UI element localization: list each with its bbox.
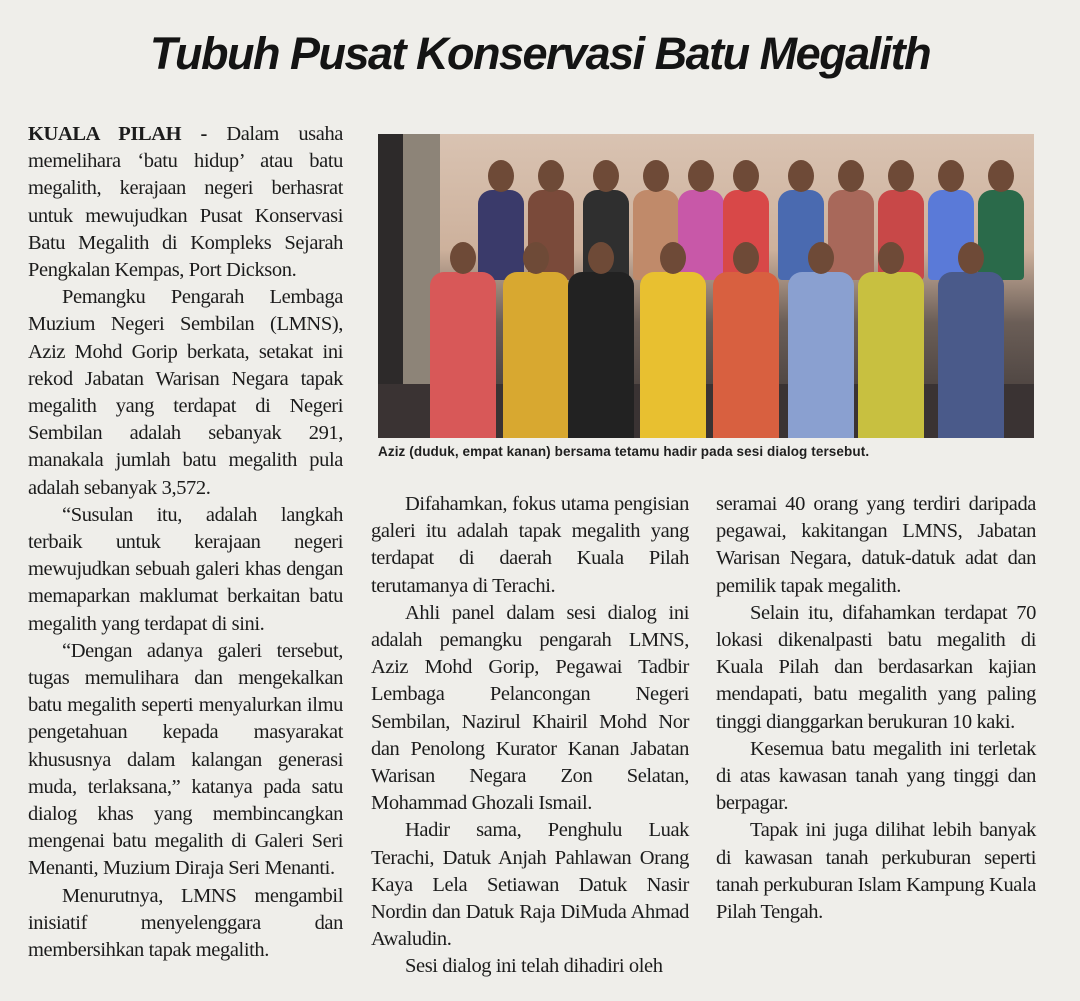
paragraph: “Dengan adanya galeri tersebut, tugas memulihara dan mengekalkan batu megalith seperti menyalurkan ilmu pengetahuan kepada masyarakat khususnya dalam kalangan generasi muda, terlaksana,” katanya pada satu dialog khas yang membincangkan mengenai batu megalith di Galeri Seri Menanti, Muzium Diraja Seri Menanti. — [28, 639, 343, 880]
person-body — [938, 272, 1004, 438]
person-head — [593, 160, 619, 192]
group-photo — [378, 134, 1034, 438]
article-column-2 — [371, 491, 689, 981]
person-body — [430, 272, 496, 438]
person-head — [588, 242, 614, 274]
person-body — [788, 272, 854, 438]
person-body — [478, 190, 524, 280]
paragraph: Pemangku Pengarah Lembaga Muzium Negeri Sembilan (LMNS), Aziz Mohd Gorip berkata, setakat ini rekod Jabatan Warisan Negara tapak megalith yang terdapat di Negeri Sembilan adalah sebanyak 291, manakala jumlah batu megalith pula adalah sebanyak 3,572. — [28, 286, 343, 499]
paragraph: Tapak ini juga dilihat lebih banyak di kawasan tanah perkuburan seperti tanah perkuburan Islam Kampung Kuala Pilah Tengah. — [716, 819, 1036, 924]
person-head — [788, 160, 814, 192]
paragraph: Ahli panel dalam sesi dialog ini adalah pemangku pengarah LMNS, Aziz Mohd Gorip, Pegawai Tadbir Lembaga Pelancongan Negeri Sembilan, Nazirul Khairil Mohd Nor dan Penolong Kurator Kanan Jabatan Warisan Negara Zon Selatan, Mohammad Ghozali Ismail. — [371, 601, 689, 815]
person-head — [688, 160, 714, 192]
person-head — [733, 242, 759, 274]
person-head — [988, 160, 1014, 192]
person-body — [503, 272, 569, 438]
paragraph: Selain itu, difahamkan terdapat 70 lokasi dikenalpasti batu megalith di Kuala Pilah dan berdasarkan kajian mendapati, batu megalith yang paling tinggi dianggarkan berukuran 10 kaki. — [716, 601, 1036, 733]
paragraph: Difahamkan, fokus utama pengisian galeri itu adalah tapak megalith yang terdapat di daerah Kuala Pilah terutamanya di Terachi. — [371, 493, 689, 597]
person-head — [888, 160, 914, 192]
person-head — [938, 160, 964, 192]
person-head — [523, 242, 549, 274]
article-column-1 — [28, 121, 343, 964]
paragraph: Kesemua batu megalith ini terletak di atas kawasan tanah yang tinggi dan berpagar. — [716, 737, 1036, 815]
person-head — [878, 242, 904, 274]
photo-caption: Aziz (duduk, empat kanan) bersama tetamu hadir pada sesi dialog tersebut. — [378, 444, 870, 459]
person-body — [713, 272, 779, 438]
person-head — [838, 160, 864, 192]
person-head — [660, 242, 686, 274]
person-body — [568, 272, 634, 438]
person-body — [978, 190, 1024, 280]
person-body — [640, 272, 706, 438]
person-head — [808, 242, 834, 274]
article-column-3 — [716, 491, 1036, 926]
person-head — [958, 242, 984, 274]
person-body — [678, 190, 724, 280]
person-body — [858, 272, 924, 438]
paragraph: seramai 40 orang yang terdiri daripada pegawai, kakitangan LMNS, Jabatan Warisan Negara, datuk-datuk adat dan pemilik tapak megalith. — [716, 493, 1036, 597]
person-head — [450, 242, 476, 274]
lead-text: Dalam usaha memelihara ‘batu hidup’ atau batu megalith, kerajaan negeri berhasrat untuk mewujudkan Pusat Konservasi Batu Megalith di Kompleks Sejarah Pengkalan Kempas, Port Dickson. — [28, 123, 344, 282]
person-head — [488, 160, 514, 192]
dateline: KUALA PILAH - — [28, 123, 207, 145]
paragraph: Hadir sama, Penghulu Luak Terachi, Datuk Anjah Pahlawan Orang Kaya Lela Setiawan Datuk Nasir Nordin dan Datuk Raja DiMuda Ahmad Awaludin. — [371, 819, 689, 951]
paragraph: “Susulan itu, adalah langkah terbaik untuk kerajaan negeri mewujudkan sebuah galeri khas dengan memaparkan maklumat berkaitan batu megalith yang terdapat di sini. — [28, 503, 343, 635]
headline: Tubuh Pusat Konservasi Batu Megalith — [149, 28, 931, 79]
paragraph: Sesi dialog ini telah dihadiri oleh — [405, 955, 663, 978]
person-head — [643, 160, 669, 192]
paragraph: Menurutnya, LMNS mengambil inisiatif menyelenggara dan membersihkan tapak megalith. — [28, 884, 343, 962]
person-body — [828, 190, 874, 280]
person-head — [733, 160, 759, 192]
lead-paragraph — [28, 121, 343, 284]
person-head — [538, 160, 564, 192]
